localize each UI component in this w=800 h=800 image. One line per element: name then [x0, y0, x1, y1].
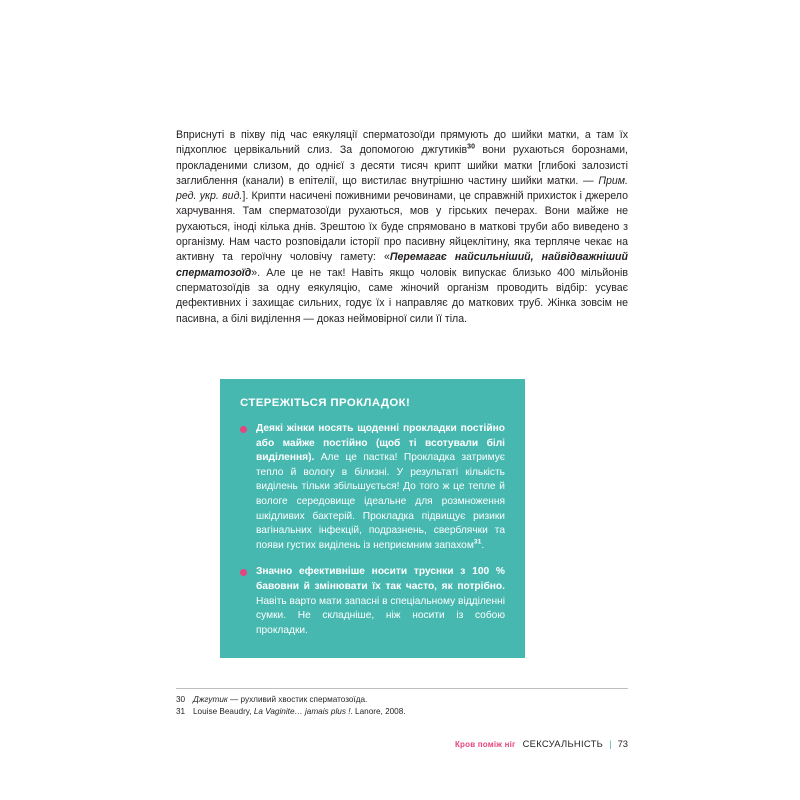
body-paragraph: Вприснуті в піхву під час еякуляції сперматозоїди прямують до шийки матки, а там їх підхоплює цервікальний слиз. За допомогою джгутиків$^{30}$ вони рухаються борознами, прокладеними слизом, до однієї з десяти тисяч крипт шийки матки [глибокі залозисті заглиблення (канали) в епітелії, що вистилає внутрішню частину шийки матки. — Прим. ред. укр. вид.]. Крипти насичені поживними речовинами, це справжній прихисток і джерело харчування. Там сперматозоїди рухаються, мов у гірських печерах. Вони майже не рухаються, іноді кілька днів. Зрештою їх буде спрямовано в маткові труби або виведено з організму. Нам часто розповідали історії про пасивну яйцеклітину, яка терпляче чекає на активну та героїчну чоловічу гамету: «Перемагає найсильніший, найвідважніший сперматозоїд». Але це не так! Навіть якщо чоловік випускає близько 400 мільйонів сперматозоїдів за одну еякуляцію, саме жіночий організм проводить відбір: усуває дефективних і захищає сильних, годує їх і направляє до маткових труб. Жінка зовсім не пасивна, а білі виділення — доказ неймовірної сили її тіла.: [176, 129, 628, 325]
bullet-dot-icon: [240, 426, 247, 433]
page-footer: [176, 738, 628, 751]
footnotes-block: [176, 694, 628, 718]
bullet-dot-icon: [240, 569, 247, 576]
main-text-block: [176, 128, 628, 327]
callout-box: [220, 379, 525, 658]
footnote-number: 30: [176, 695, 186, 704]
callout-paragraph-text: Деякі жінки носять щоденні прокладки постійно або майже постійно (щоб ті всотували білі виділення). Але це пастка! Прокладка затримує тепло й вологу в білизні. У результаті кількість виділень тільки збільшується! До того ж це тепле й вологе середовище ідеальне для розмноження шкідливих бактерій. Прокладка підвищує ризики вагінальних інфекцій, подразнень, сверблячки та появи густих виділень із неприємним запахом$^{31}$.: [256, 423, 505, 551]
callout-title: СТЕРЕЖІТЬСЯ ПРОКЛАДОК!: [240, 397, 411, 409]
page-number: 73: [617, 738, 628, 749]
footer-chapter-title: Кров поміж ніг: [454, 740, 516, 749]
footnote-item: [176, 706, 628, 718]
footnote-number: 31: [176, 707, 186, 717]
footer-separator: |: [609, 738, 612, 749]
callout-paragraph: [240, 422, 505, 553]
footnote-item: [176, 694, 628, 706]
callout-paragraph: [240, 565, 505, 638]
footer-section-title: СЕКСУАЛЬНІСТЬ: [522, 738, 604, 749]
callout-paragraph-text: Значно ефективніше носити труснки з 100 % бавовни й змінювати їх так часто, як потрібно. Навіть варто мати запасні в спеціальному відділенні сумки. Не складніше, ніж носити із собою прокладки.: [256, 566, 505, 636]
footnote-text: Louise Beaudry, La Vaginite… jamais plus !. Lanore, 2008.: [193, 707, 406, 717]
footnote-divider: [176, 688, 628, 689]
footnote-text: Джгутик — рухливий хвостик сперматозоїда.: [193, 695, 368, 704]
